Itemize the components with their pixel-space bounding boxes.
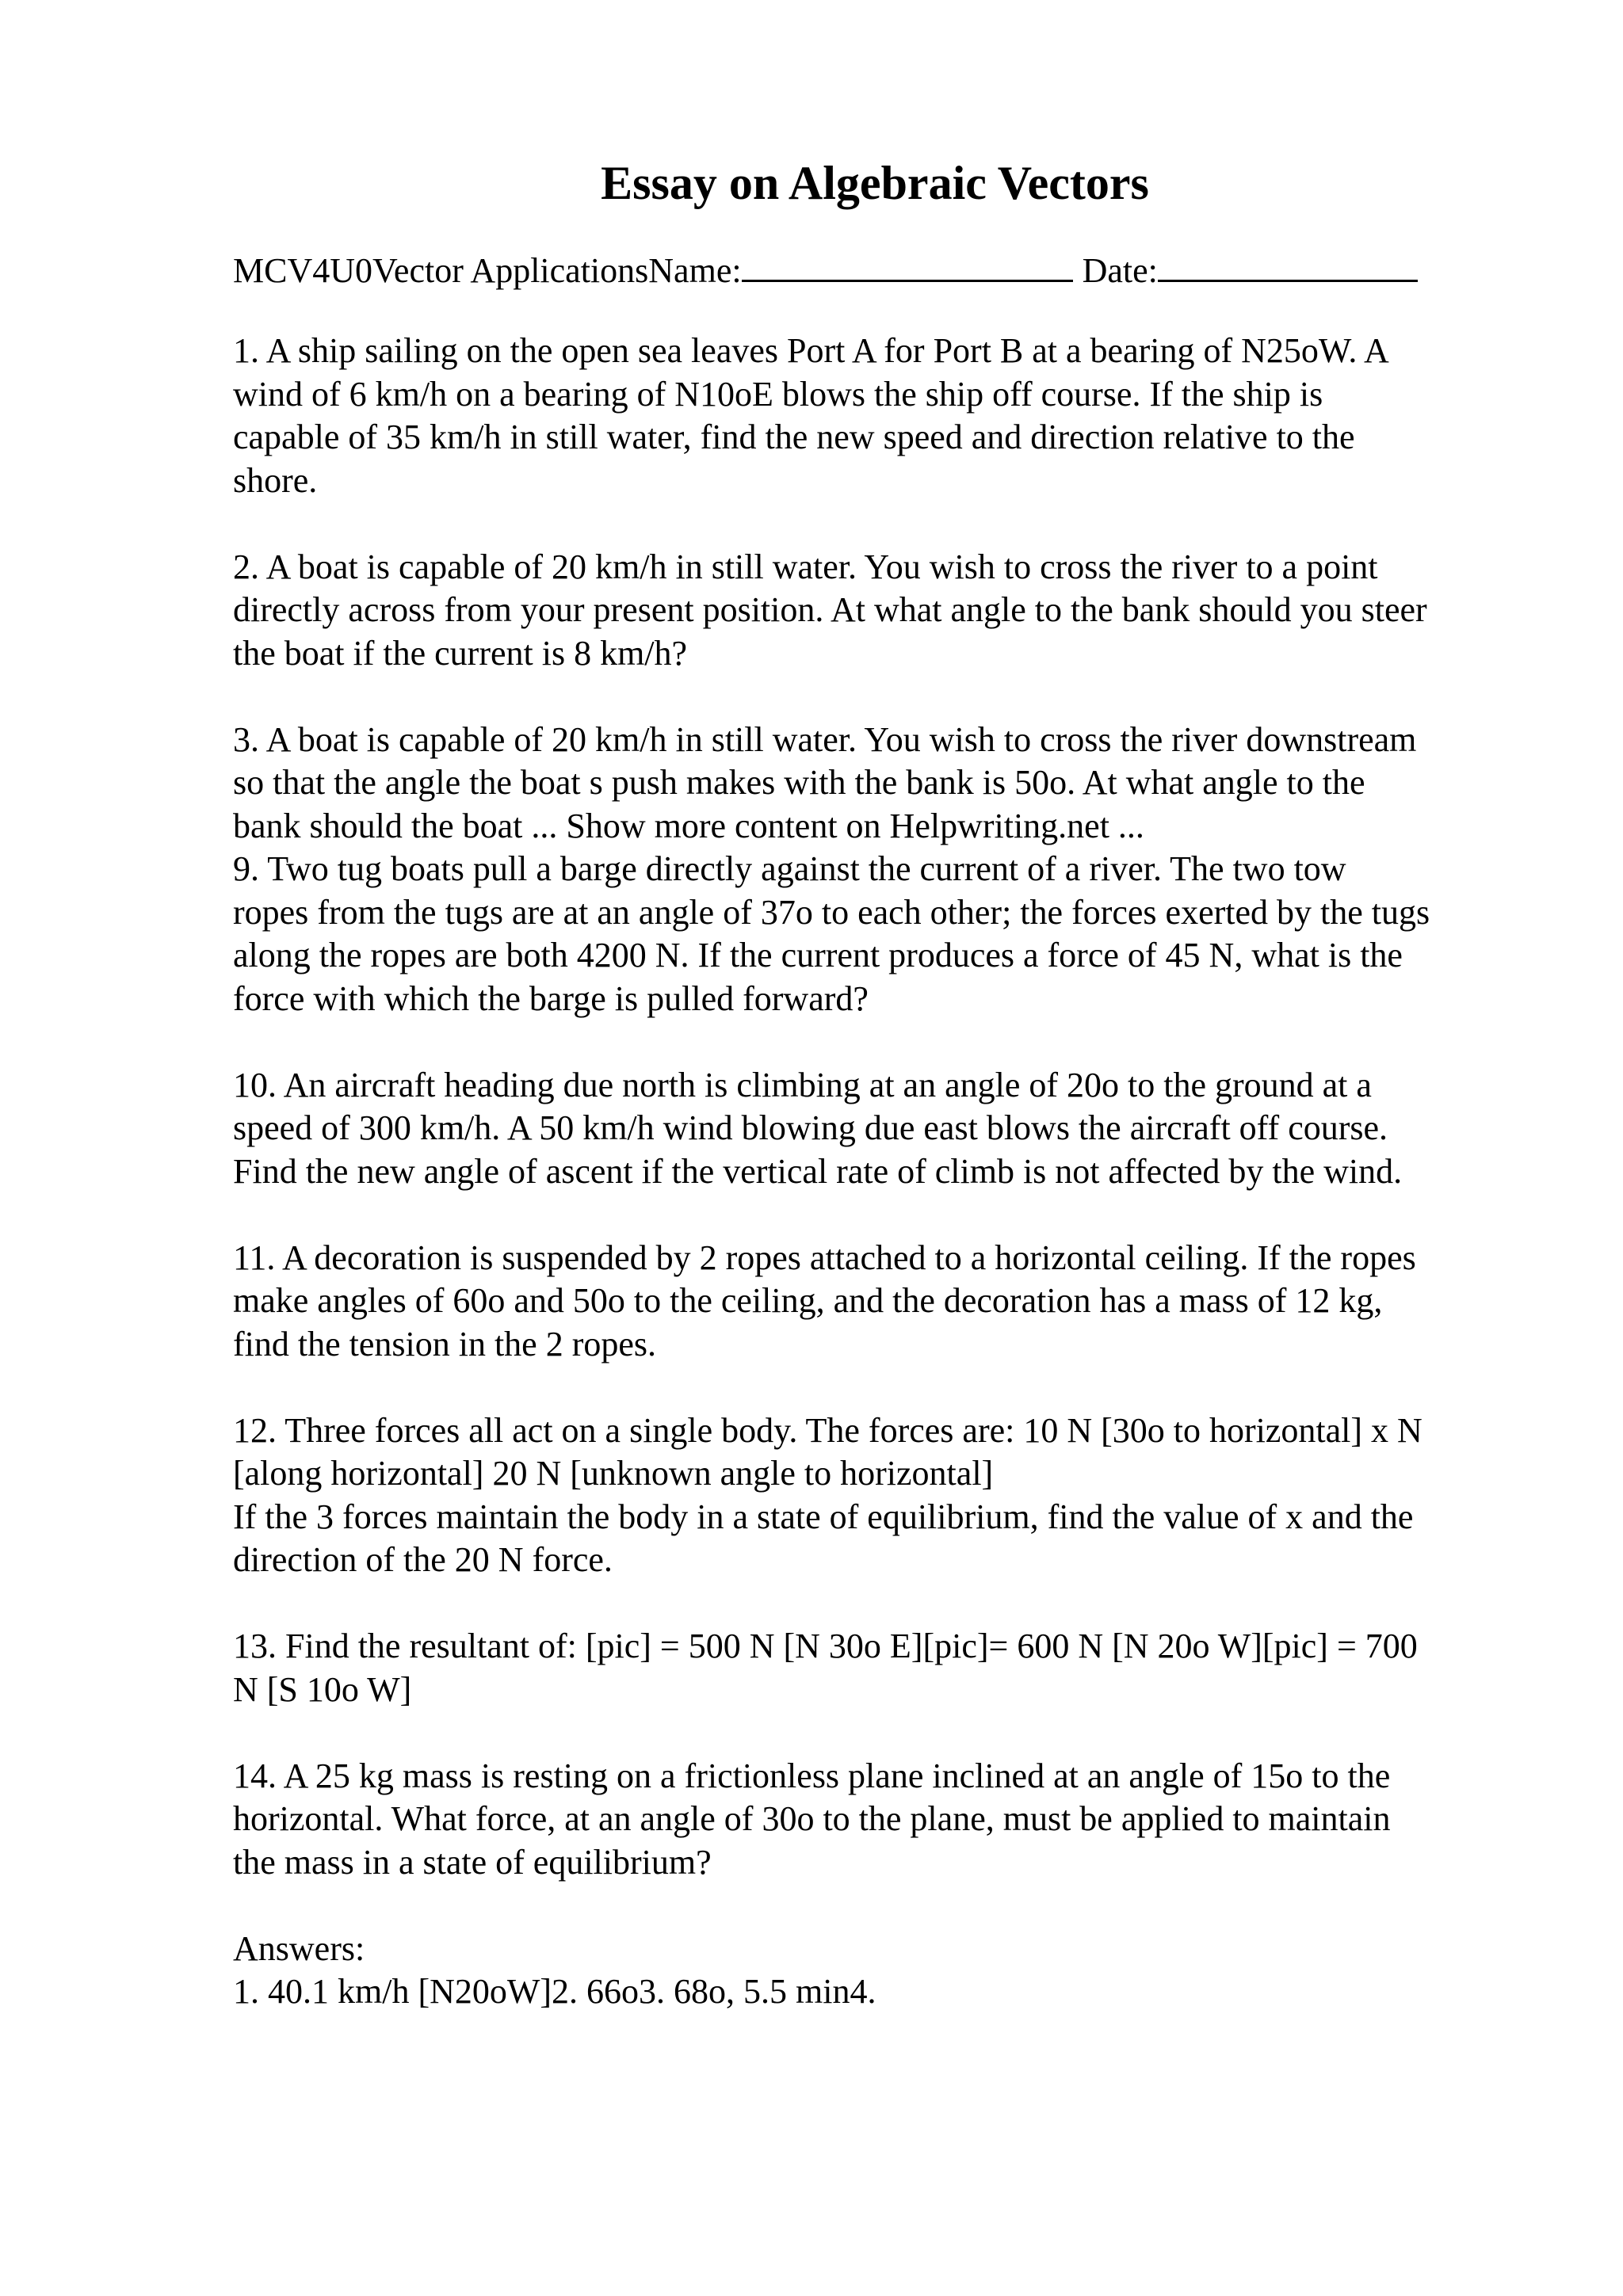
text-line: directly across from your present position. At what angle to the bank should you steer	[233, 590, 1427, 629]
text-line: so that the angle the boat s push makes with the bank is 50o. At what angle to the	[233, 763, 1365, 802]
text-line: make angles of 60o and 50o to the ceiling, and the decoration has a mass of 12 kg,	[233, 1281, 1383, 1320]
questions-body	[233, 330, 1517, 2057]
text-line: direction of the 20 N force.	[233, 1540, 613, 1579]
text-line: the mass in a state of equilibrium?	[233, 1842, 712, 1882]
text-line: 12. Three forces all act on a single body. The forces are: 10 N [30o to horizontal] x N	[233, 1410, 1423, 1450]
text-line: N [S 10o W]	[233, 1669, 412, 1709]
name-blank	[742, 248, 1073, 282]
text-line: capable of 35 km/h in still water, find the new speed and direction relative to the	[233, 418, 1355, 456]
question-2	[233, 546, 1517, 676]
text-line: bank should the boat ... Show more content on Helpwriting.net ...	[233, 806, 1144, 845]
text-line: 1. A ship sailing on the open sea leaves Port A for Port B at a bearing of N25oW. A	[233, 331, 1389, 370]
answers-heading: Answers:	[233, 1928, 365, 1968]
text-line: along the ropes are both 4200 N. If the current produces a force of 45 N, what is the	[233, 936, 1403, 974]
question-11	[233, 1237, 1517, 1367]
text-line: find the tension in the 2 ropes.	[233, 1324, 657, 1363]
document-title: Essay on Algebraic Vectors	[601, 157, 1149, 209]
question-3	[233, 719, 1517, 849]
date-blank	[1158, 248, 1418, 282]
text-line: the boat if the current is 8 km/h?	[233, 633, 688, 673]
text-line: force with which the barge is pulled forward?	[233, 978, 869, 1018]
answers-section	[233, 1928, 1517, 2014]
worksheet-header	[233, 242, 1418, 299]
text-line: [along horizontal] 20 N [unknown angle to horizontal]	[233, 1454, 994, 1493]
question-12	[233, 1409, 1517, 1582]
text-line: horizontal. What force, at an angle of 30o to the plane, must be applied to maintain	[233, 1799, 1391, 1838]
question-13	[233, 1625, 1517, 1711]
question-10	[233, 1064, 1517, 1194]
text-line: 10. An aircraft heading due north is climbing at an angle of 20o to the ground at a	[233, 1065, 1372, 1104]
text-line: 3. A boat is capable of 20 km/h in still water. You wish to cross the river downstream	[233, 719, 1417, 759]
question-14	[233, 1755, 1517, 1885]
text-line: 14. A 25 kg mass is resting on a frictionless plane inclined at an angle of 15o to the	[233, 1756, 1391, 1795]
text-line: If the 3 forces maintain the body in a state of equilibrium, find the value of x and the	[233, 1497, 1414, 1536]
question-1	[233, 330, 1517, 502]
question-9	[233, 848, 1517, 1020]
text-line: 2. A boat is capable of 20 km/h in still water. You wish to cross the river to a point	[233, 547, 1378, 586]
date-label: Date:	[1082, 251, 1158, 290]
text-line: 11. A decoration is suspended by 2 ropes attached to a horizontal ceiling. If the ropes	[233, 1238, 1416, 1277]
text-line: ropes from the tugs are at an angle of 37o to each other; the forces exerted by the tugs	[233, 892, 1430, 932]
course-name-label: MCV4U0Vector ApplicationsName:	[233, 251, 742, 290]
text-line: wind of 6 km/h on a bearing of N10oE blows the ship off course. If the ship is	[233, 374, 1323, 414]
text-line: 9. Two tug boats pull a barge directly against the current of a river. The two tow	[233, 849, 1346, 888]
answers-list: 1. 40.1 km/h [N20oW]2. 66o3. 68o, 5.5 min4.	[233, 1972, 876, 2011]
text-line: shore.	[233, 460, 318, 500]
text-line: 13. Find the resultant of: [pic] = 500 N [N 30o E][pic]= 600 N [N 20o W][pic] = 700	[233, 1627, 1418, 1665]
text-line: speed of 300 km/h. A 50 km/h wind blowing due east blows the aircraft off course.	[233, 1108, 1388, 1147]
text-line: Find the new angle of ascent if the vertical rate of climb is not affected by the wind.	[233, 1151, 1403, 1191]
